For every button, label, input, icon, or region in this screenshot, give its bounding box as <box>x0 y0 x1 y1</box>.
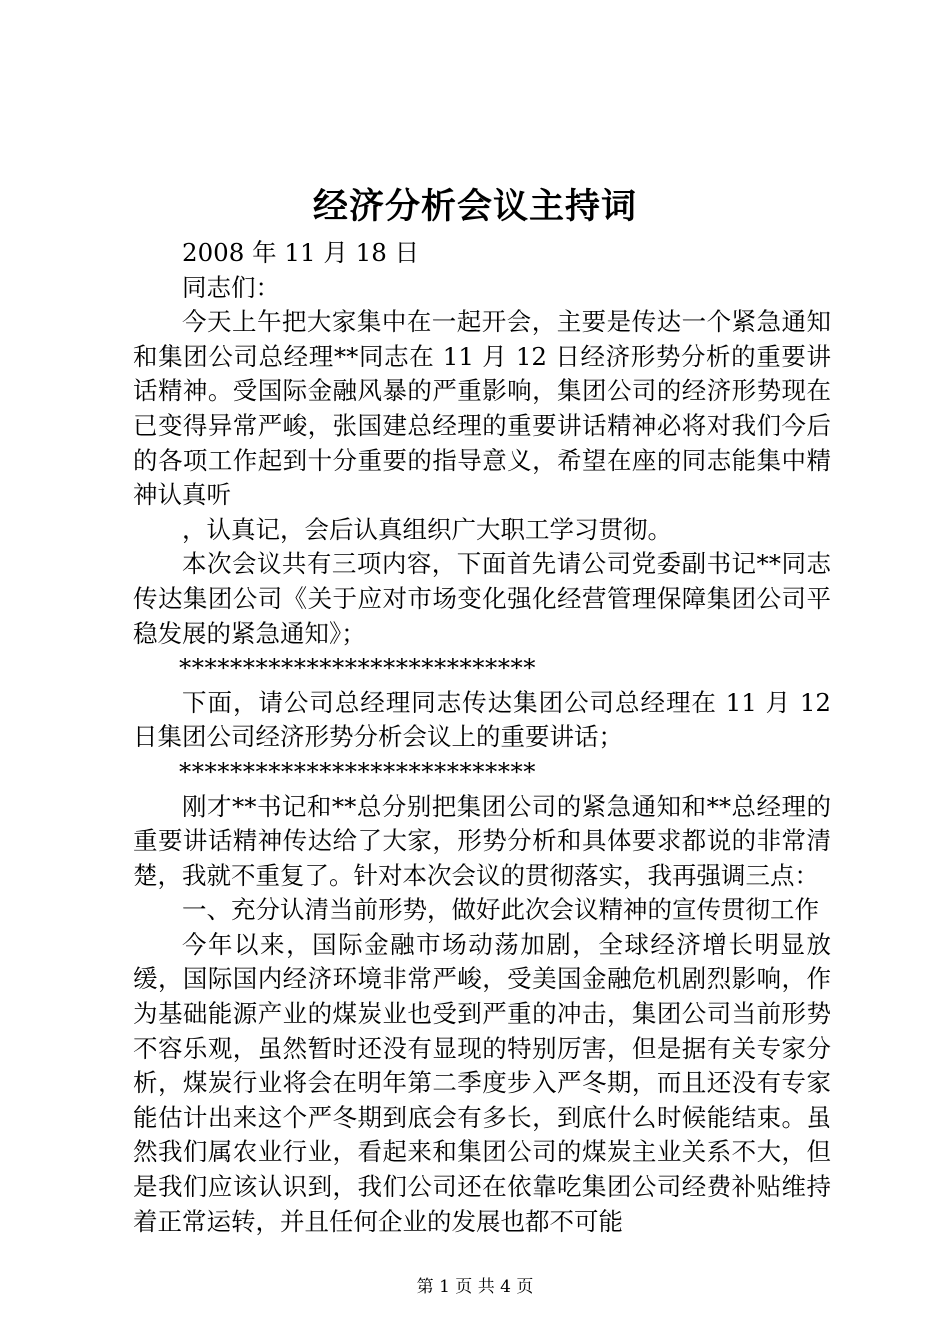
paragraph: 下面，请公司总经理同志传达集团公司总经理在 11 月 12 日集团公司经济形势分析会议上的重要讲话； <box>133 687 831 752</box>
separator-stars: **************************** <box>179 756 536 786</box>
paragraph: 本次会议共有三项内容，下面首先请公司党委副书记**同志传达集团公司《关于应对市场变化强化经营管理保障集团公司平稳发展的紧急通知》； <box>133 549 831 648</box>
salutation: 同志们： <box>182 272 280 302</box>
paragraph: 今年以来，国际金融市场动荡加剧，全球经济增长明显放缓，国际国内经济环境非常严峻，受美国金融危机剧烈影响，作为基础能源产业的煤炭业也受到严重的冲击，集团公司当前形势不容乐观，虽然暂时还没有显现的特别厉害，但是据有关专家分析，煤炭行业将会在明年第二季度步入严冬期，而且还没有专家能估计出来这个严冬期到底会有多长，到底什么时候能结束。虽然我们属农业行业，看起来和集团公司的煤炭主业关系不大，但是我们应该认识到，我们公司还在依靠吃集团公司经费补贴维持着正常运转，并且任何企业的发展也都不可能 <box>133 929 831 1236</box>
date-line: 2008 年 11 月 18 日 <box>182 238 420 267</box>
section-heading: 一、充分认清当前形势，做好此次会议精神的宣传贯彻工作 <box>182 895 819 925</box>
page-footer: 第 1 页 共 4 页 <box>416 1277 534 1297</box>
separator-stars: **************************** <box>179 653 536 683</box>
paragraph: 刚才**书记和**总分别把集团公司的紧急通知和**总经理的重要讲话精神传达给了大家，形势分析和具体要求都说的非常清楚，我就不重复了。针对本次会议的贯彻落实，我再强调三点： <box>133 791 831 890</box>
document-title: 经济分析会议主持词 <box>312 186 637 227</box>
paragraph: 今天上午把大家集中在一起开会，主要是传达一个紧急通知和集团公司总经理**同志在 11 月 12 日经济形势分析的重要讲话精神。受国际金融风暴的严重影响，集团公司的经济形势现在已变得异常严峻，张国建总经理的重要讲话精神必将对我们今后的各项工作起到十分重要的指导意义，希望在座的同志能集中精神认真听 <box>133 307 831 510</box>
document-body <box>133 236 831 1239</box>
paragraph: ，认真记，会后认真组织广大职工学习贯彻。 <box>182 514 672 544</box>
